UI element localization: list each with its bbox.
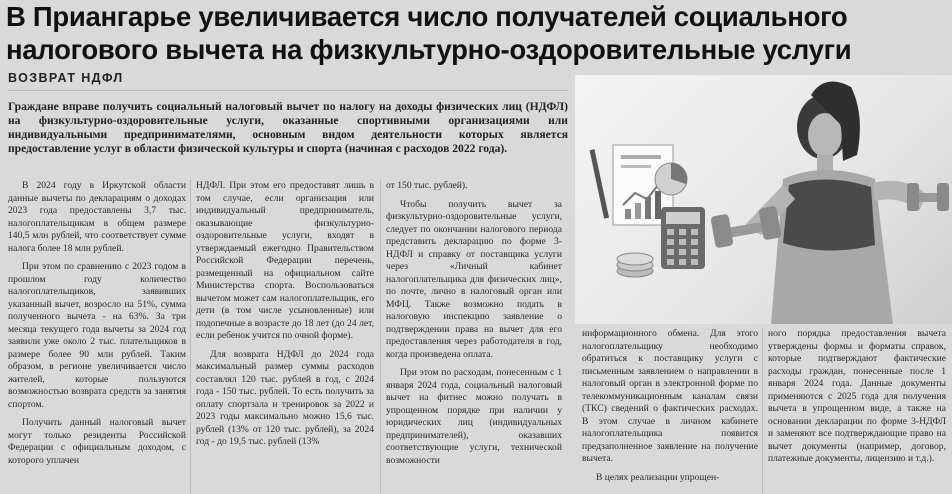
headline bbox=[6, 0, 946, 66]
column-divider bbox=[762, 328, 763, 494]
article-column-1 bbox=[8, 180, 186, 473]
article-column-2 bbox=[196, 180, 374, 455]
paragraph: Для возврата НДФЛ до 2024 года максимальный размер суммы расходов составлял 120 тыс. рублей в год, с 2024 года - 150 тыс. рублей. То есть получить за оплату спортзала и тренировок за 2022 и 2023 годы максимально можно 15,6 тыс. рублей (13% от 120 тыс. рублей), за 2024 год - до 19,5 тыс. рублей (13% bbox=[196, 348, 374, 447]
article-column-3 bbox=[386, 180, 562, 473]
column-divider bbox=[190, 180, 191, 494]
dumbbell-icon bbox=[710, 206, 781, 249]
pen-icon bbox=[590, 149, 609, 219]
paragraph: НДФЛ. При этом его предоставят лишь в том случае, если организация или индивидуальный предприниматель, оказывающие физкультурно-оздоровительные услуги, входят в утверждаемый ежегодно Правительством Российской Федерации перечень, размещенный на официальном сайте Министерства спорта. Воспользоваться вычетом может сам налогоплательщик, его дети (в том числе усыновленные) или подопечные в возрасте до 18 лет (до 24 лет, если ребенок учится по очной форме). bbox=[196, 180, 374, 341]
rubric-label: ВОЗВРАТ НДФЛ bbox=[8, 71, 124, 85]
article-column-5 bbox=[768, 328, 946, 472]
lead-paragraph: Граждане вправе получить социальный налоговый вычет по налогу на доходы физических лиц (НДФЛ) на физкультурно-оздоровительные услуги, оказанные спортивными организациями или индивидуальными предпринимателями, основным видом деятельности которых является предоставление услуг в области физической культуры и спорта (начиная с расходов 2022 года). bbox=[8, 100, 568, 155]
headline-line-1: В Приангарье увеличивается число получателей социального bbox=[6, 1, 848, 32]
paragraph: Получить данный налоговый вычет могут только резиденты Российской Федерации с официальным доходом, с которого уплачен bbox=[8, 417, 186, 466]
headline-line-2: налогового вычета на физкультурно-оздоровительные услуги bbox=[6, 34, 852, 65]
coins-icon bbox=[617, 253, 653, 277]
paragraph: При этом по сравнению с 2023 годом в прошлом году количество налогоплательщиков, заявивших указанный вычет, возросло на 51%, сумма полученного вычета - на 63%. За три месяца текущего года вычеты за 2024 год заявили уже около 2 тыс. плательщиков в размере более 90 млн рублей. Таким образом, в регионе увеличивается число жителей, которые пользуются возможностью возврата средств за занятия спортом. bbox=[8, 261, 186, 410]
paragraph: Чтобы получить вычет за физкультурно-оздоровительные услуги, следует по окончании налогового периода представить декларацию по форме 3-НДФЛ и справку от поставщика услуги через «Личный кабинет налогоплательщика для физических лиц», по почте, лично в налоговый орган или МФЦ. Также возможно подать в налоговую инспекцию заявление о подтверждении права на вычет для его предоставления через работодателя в год, когда произведена оплата. bbox=[386, 198, 562, 360]
dumbbell-icon bbox=[907, 183, 949, 211]
column-divider bbox=[380, 180, 381, 494]
paragraph: В 2024 году в Иркутской области данные вычеты по декларациям о доходах 2023 года предоставлены 3,7 тыс. налогоплательщикам в общем размере 140,5 млн рублей, что соответствует сумме налога более 18 млн рублей. bbox=[8, 180, 186, 254]
fitness-illustration bbox=[575, 75, 952, 324]
athlete-figure bbox=[745, 82, 927, 324]
paragraph: от 150 тыс. рублей). bbox=[386, 180, 468, 191]
rubric-divider bbox=[8, 90, 568, 91]
fitness-illustration-svg bbox=[575, 75, 952, 324]
calculator-icon bbox=[661, 207, 705, 269]
pie-chart-icon bbox=[655, 163, 687, 195]
article-column-4 bbox=[582, 328, 758, 490]
paragraph: ного порядка предоставления вычета утверждены формы и форматы справок, которые подтверждают фактические расходы граждан, понесенные после 1 января 2024 года. Данные документы применяются с 2025 года для получения вычета в упрощенном виде, а также на основании декларации по форме 3-НДФЛ и заменяют все подтверждающие право на вычет документы (например, договор, платежные документы, лицензию и т.д.). bbox=[768, 328, 946, 464]
paragraph: При этом по расходам, понесенным с 1 января 2024 года, социальный налоговый вычет на фитнес можно получать в упрощенном порядке при наличии у юридических лиц (индивидуальных предпринимателей), оказавших соответствующие услуги, технической возможности bbox=[386, 367, 562, 466]
paragraph: информационного обмена. Для этого налогоплательщику необходимо обратиться к поставщику услуги с письменным заявлением о направлении в налоговый орган в электронной форме по телекоммуникационным каналам связи (ТКС) сведений о фактических расходах. В этом случае в личном кабинете налогоплательщика появится предзаполненное заявление на получение вычета. bbox=[582, 328, 758, 464]
paragraph: В целях реализации упрощен- bbox=[596, 471, 720, 483]
